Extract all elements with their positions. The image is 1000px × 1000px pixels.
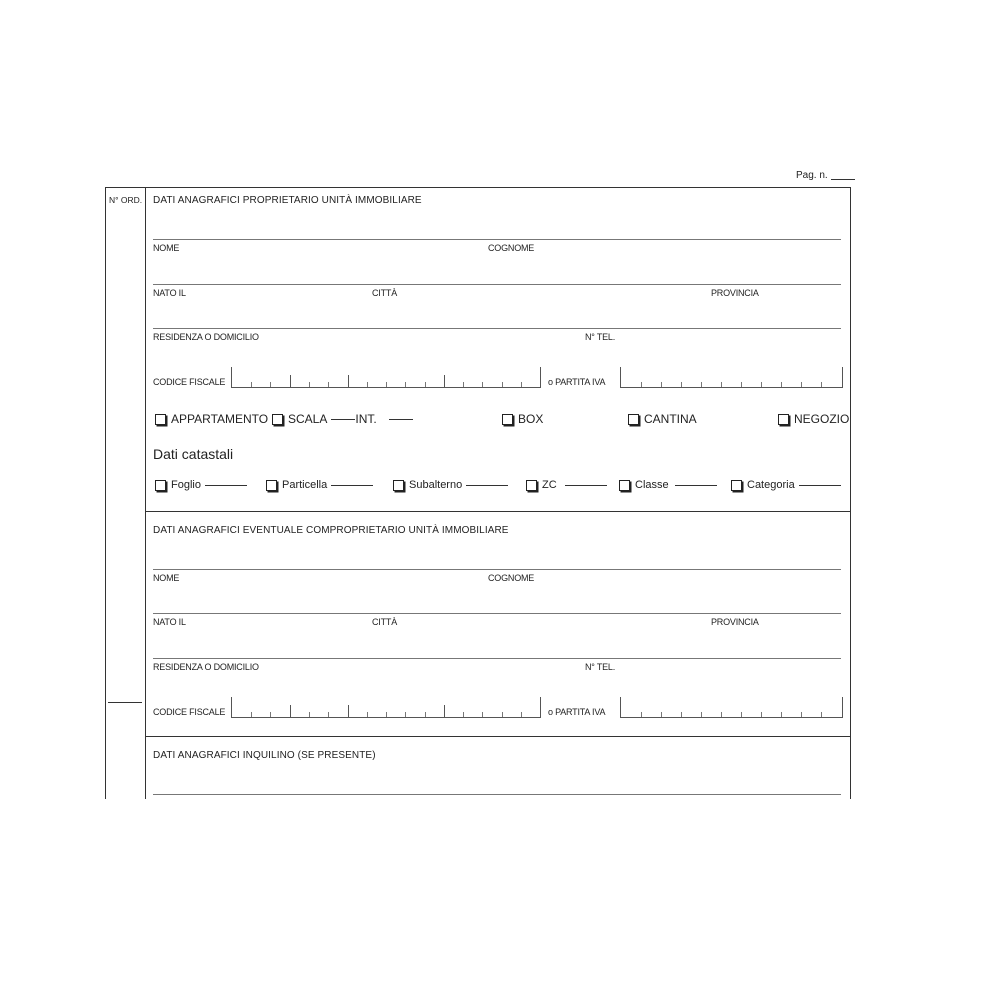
negozio-option[interactable]: [778, 412, 849, 426]
owner-nome-label: NOME: [153, 243, 180, 253]
particella-label: Particella: [282, 479, 328, 491]
frame-top-border: [105, 187, 851, 188]
co-owner-residence-line[interactable]: [153, 658, 841, 659]
classe-option[interactable]: [619, 479, 717, 491]
ord-row-divider: [108, 702, 142, 703]
co-owner-nato-il-label: NATO IL: [153, 617, 186, 627]
zc-label: ZC: [542, 479, 557, 491]
particella-checkbox[interactable]: [266, 480, 277, 491]
ord-column-header: N° ORD.: [109, 195, 143, 205]
box-option[interactable]: [502, 412, 543, 426]
categoria-label: Categoria: [747, 479, 795, 491]
zc-fill-line[interactable]: [565, 485, 607, 486]
categoria-option[interactable]: [731, 479, 841, 491]
categoria-checkbox[interactable]: [731, 480, 742, 491]
appartamento-checkbox[interactable]: [155, 414, 166, 425]
co-owner-codice-fiscale-field[interactable]: [231, 697, 541, 718]
tenant-section-title: DATI ANAGRAFICI INQUILINO (SE PRESENTE): [153, 750, 376, 761]
classe-checkbox[interactable]: [619, 480, 630, 491]
tenant-name-line[interactable]: [153, 794, 841, 795]
owner-tel-label: N° TEL.: [585, 332, 616, 342]
section-divider-1: [145, 511, 850, 512]
zc-checkbox[interactable]: [526, 480, 537, 491]
negozio-label: NEGOZIO: [794, 412, 850, 426]
owner-residenza-label: RESIDENZA O DOMICILIO: [153, 332, 259, 342]
crop-mask: [0, 800, 1000, 1000]
owner-citta-label: CITTÀ: [372, 288, 397, 298]
foglio-checkbox[interactable]: [155, 480, 166, 491]
appartamento-option[interactable]: [155, 412, 268, 426]
classe-label: Classe: [635, 479, 669, 491]
co-owner-codice-fiscale-label: CODICE FISCALE: [153, 707, 226, 717]
co-owner-partita-iva-label: o PARTITA IVA: [548, 707, 606, 717]
owner-name-line[interactable]: [153, 239, 841, 240]
co-owner-cognome-label: COGNOME: [488, 573, 535, 583]
owner-nato-il-label: NATO IL: [153, 288, 186, 298]
co-owner-section-title: DATI ANAGRAFICI EVENTUALE COMPROPRIETARIO UNITÀ IMMOBILIARE: [153, 525, 509, 536]
page-number-field[interactable]: [831, 179, 855, 180]
int-label: INT.: [355, 412, 377, 426]
scala-fill-line[interactable]: [331, 419, 355, 420]
foglio-label: Foglio: [171, 479, 201, 491]
section-divider-2: [145, 736, 850, 737]
zc-option[interactable]: [526, 479, 607, 491]
cantina-option[interactable]: [628, 412, 697, 426]
co-owner-name-line[interactable]: [153, 569, 841, 570]
classe-fill-line[interactable]: [675, 485, 717, 486]
owner-partita-iva-label: o PARTITA IVA: [548, 377, 606, 387]
int-fill-line[interactable]: [389, 419, 413, 420]
frame-left-border: [105, 187, 106, 799]
particella-option[interactable]: [266, 479, 373, 491]
scala-option[interactable]: [272, 412, 413, 426]
owner-birth-line[interactable]: [153, 284, 841, 285]
particella-fill-line[interactable]: [331, 485, 373, 486]
owner-residence-line[interactable]: [153, 328, 841, 329]
cadastral-title: Dati catastali: [153, 446, 234, 462]
owner-partita-iva-field[interactable]: [620, 367, 843, 388]
subalterno-checkbox[interactable]: [393, 480, 404, 491]
owner-provincia-label: PROVINCIA: [711, 288, 759, 298]
subalterno-label: Subalterno: [409, 479, 463, 491]
co-owner-tel-label: N° TEL.: [585, 662, 616, 672]
co-owner-citta-label: CITTÀ: [372, 617, 397, 627]
co-owner-nome-label: NOME: [153, 573, 180, 583]
page-number-label: Pag. n.: [796, 170, 828, 181]
box-checkbox[interactable]: [502, 414, 513, 425]
box-label: BOX: [518, 412, 544, 426]
categoria-fill-line[interactable]: [799, 485, 841, 486]
owner-codice-fiscale-field[interactable]: [231, 367, 541, 388]
subalterno-option[interactable]: [393, 479, 508, 491]
owner-codice-fiscale-label: CODICE FISCALE: [153, 377, 226, 387]
ord-column-divider: [145, 187, 146, 799]
owner-cognome-label: COGNOME: [488, 243, 535, 253]
scala-label: SCALA: [288, 412, 328, 426]
co-owner-residenza-label: RESIDENZA O DOMICILIO: [153, 662, 259, 672]
cantina-label: CANTINA: [644, 412, 697, 426]
co-owner-birth-line[interactable]: [153, 613, 841, 614]
co-owner-provincia-label: PROVINCIA: [711, 617, 759, 627]
owner-section-title: DATI ANAGRAFICI PROPRIETARIO UNITÀ IMMOBILIARE: [153, 195, 422, 206]
subalterno-fill-line[interactable]: [466, 485, 508, 486]
page-number: [796, 170, 855, 181]
appartamento-label: APPARTAMENTO: [171, 412, 269, 426]
scala-checkbox[interactable]: [272, 414, 283, 425]
negozio-checkbox[interactable]: [778, 414, 789, 425]
frame-right-border: [850, 187, 851, 799]
foglio-fill-line[interactable]: [205, 485, 247, 486]
co-owner-partita-iva-field[interactable]: [620, 697, 843, 718]
foglio-option[interactable]: [155, 479, 247, 491]
cantina-checkbox[interactable]: [628, 414, 639, 425]
